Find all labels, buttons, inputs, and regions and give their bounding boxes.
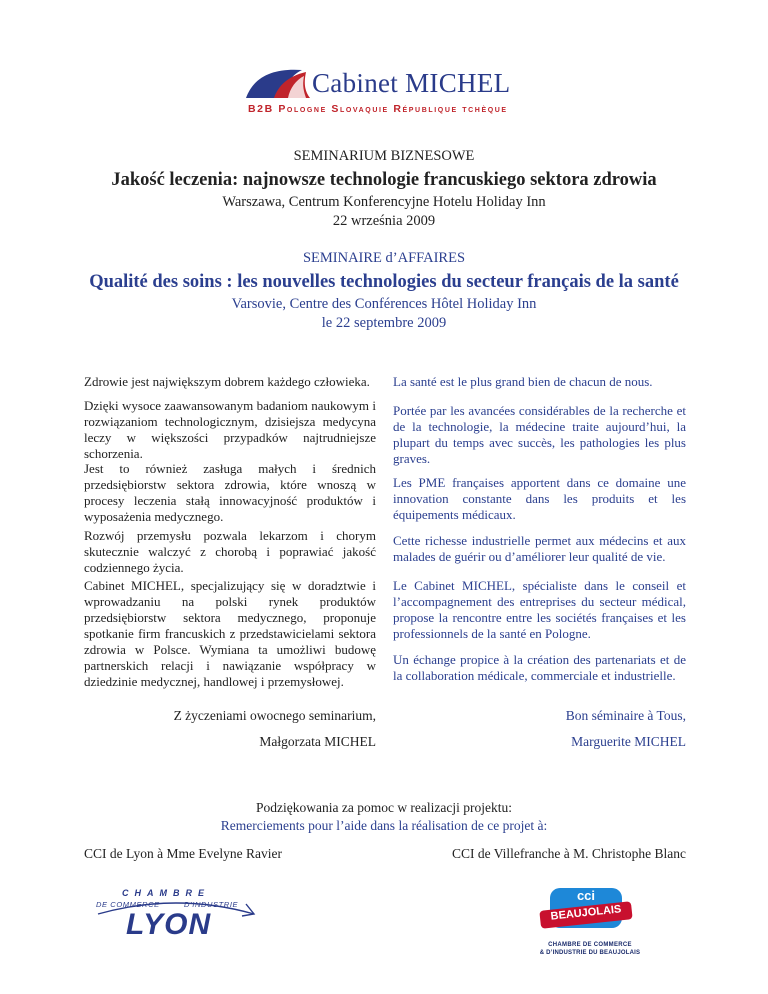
- pl-paragraph-3: Jest to również zasługa małych i średnich przedsiębiorstw sektora zdrowia, które wnoszą w procesy leczenia stałą innowacyjność produktów i wyposażenia medycznego.: [84, 461, 376, 524]
- french-label: SEMINAIRE d’AFFAIRES: [302, 250, 466, 266]
- beaujolais-sub1: CHAMBRE DE COMMERCE: [548, 942, 632, 948]
- thanks-fr: Remerciements pour l’aide dans la réalisation de ce projet à:: [220, 818, 548, 833]
- fr-paragraph-5: Le Cabinet MICHEL, spécialiste dans le conseil et l’accompagnement des entreprises du secteur médical, propose la rencontre entre les sociétés françaises et les professionnels de la santé en Pologne.: [393, 578, 686, 641]
- beaujolais-sub2: & D’INDUSTRIE DU BEAUJOLAIS: [539, 950, 641, 956]
- pl-closing-name: Małgorzata MICHEL: [259, 734, 376, 749]
- french-date: le 22 septembre 2009: [321, 315, 447, 331]
- pl-paragraph-4: Rozwój przemysłu pozwala lekarzom i chorym skutecznie walczyć z chorobą i poprawiać jakość codziennego życia.: [84, 528, 376, 575]
- beaujolais-cci: cci: [576, 888, 596, 903]
- fr-paragraph-3: Les PME françaises apportent dans ce domaine une innovation constante dans les produits et les équipements médicaux.: [393, 475, 686, 522]
- polish-venue: Warszawa, Centrum Konferencyjne Hotelu Holiday Inn: [222, 194, 546, 210]
- polish-label: SEMINARIUM BIZNESOWE: [293, 148, 475, 164]
- lyon-logo-line3: LYON: [126, 908, 212, 941]
- logo-name: Cabinet MICHEL: [312, 68, 511, 98]
- beaujolais-name: BEAUJOLAIS: [550, 903, 622, 923]
- french-title: Qualité des soins : les nouvelles technologies du secteur français de la santé: [89, 272, 679, 292]
- cci-beaujolais-logo: [530, 884, 650, 974]
- fr-paragraph-4: Cette richesse industrielle permet aux médecins et aux malades de guérir ou d’améliorer leur qualité de vie.: [393, 533, 686, 564]
- sponsor-right: CCI de Villefranche à M. Christophe Blanc: [451, 846, 686, 861]
- pl-paragraph-2: Dzięki wysoce zaawansowanym badaniom naukowym i rozwiązaniom technologicznym, dzisiejsza medycyna leczy w większości przypadków najtrudniejsze schorzenia.: [84, 398, 376, 461]
- logo-tagline: B2B Pologne Slovaquie République tchèque: [248, 103, 508, 115]
- polish-date: 22 września 2009: [332, 213, 436, 229]
- pl-closing-wish: Z życzeniami owocnego seminarium,: [173, 708, 376, 723]
- sponsor-left: CCI de Lyon à Mme Evelyne Ravier: [84, 846, 282, 861]
- sail-logo-icon: [244, 64, 314, 104]
- fr-paragraph-1: La santé est le plus grand bien de chacun de nous.: [393, 374, 653, 389]
- fr-paragraph-2: Portée par les avancées considérables de la recherche et de la technologie, la médecine traite aujourd’hui, la plupart du temps avec succès, les pathologies les plus graves.: [393, 403, 686, 466]
- pl-paragraph-1: Zdrowie jest największym dobrem każdego człowieka.: [84, 374, 370, 389]
- fr-closing-wish: Bon séminaire à Tous,: [565, 708, 686, 723]
- pl-paragraph-5: Cabinet MICHEL, specjalizujący się w doradztwie i wprowadzaniu na polski rynek produktów przedsiębiorstw sektora medycznego, proponuje spotkanie firm francuskich z przedstawicielami sektora zdrowia w Polsce. Wymiana ta umożliwi budowę partnerskich relacji i nawiązanie współpracy w dziedzinie medycznej, handlowej i przemysłowej.: [84, 578, 376, 689]
- lyon-logo-line2-left: DE COMMERCE: [96, 900, 160, 909]
- lyon-logo-line2-right: D’INDUSTRIE: [184, 900, 239, 909]
- french-venue: Varsovie, Centre des Conférences Hôtel Holiday Inn: [231, 296, 537, 312]
- fr-closing-name: Marguerite MICHEL: [571, 734, 686, 749]
- fr-paragraph-6: Un échange propice à la création des partenariats et de la collaboration médicale, commerciale et industrielle.: [393, 652, 686, 683]
- lyon-logo-line1: CHAMBRE: [122, 888, 210, 898]
- polish-title: Jakość leczenia: najnowsze technologie francuskiego sektora zdrowia: [111, 170, 657, 190]
- thanks-pl: Podziękowania za pomoc w realizacji projektu:: [255, 800, 513, 815]
- cci-lyon-logo: [96, 884, 256, 944]
